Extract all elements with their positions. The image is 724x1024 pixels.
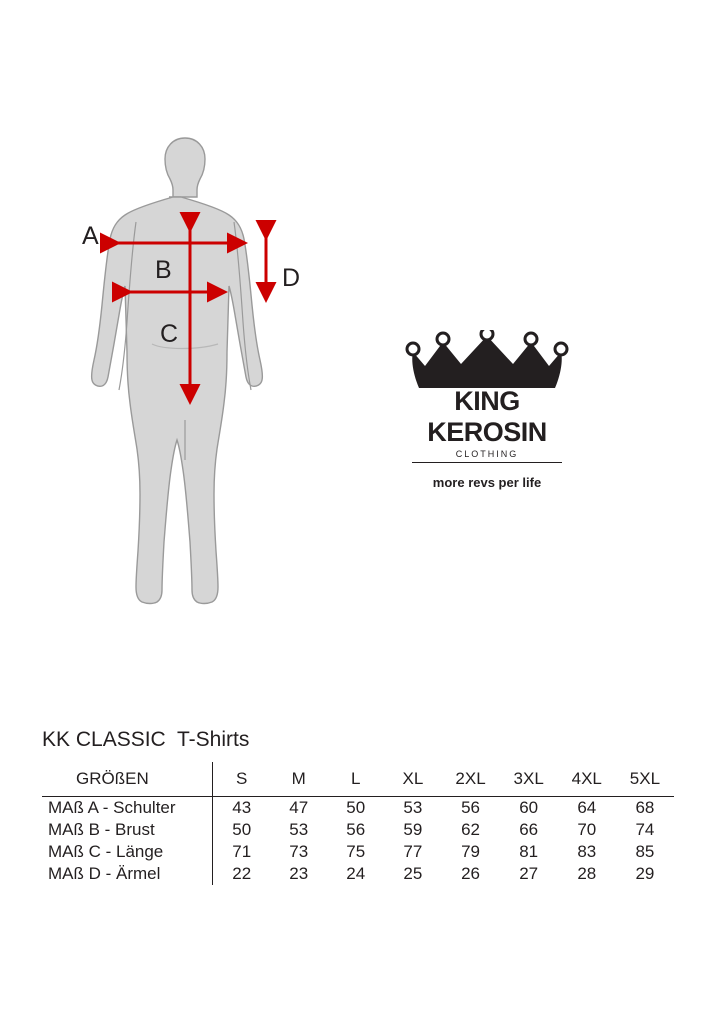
logo-subtext: CLOTHING <box>455 449 519 459</box>
cell-a-4xl: 64 <box>577 798 597 817</box>
table-header-size-m: M <box>291 769 306 788</box>
logo-divider <box>412 462 562 463</box>
table-header-size-5xl: 5XL <box>629 769 661 788</box>
cell-d-2xl: 26 <box>461 864 481 883</box>
cell-c-2xl: 79 <box>461 842 481 861</box>
brand-logo <box>392 330 582 490</box>
row-label-d: MAß D - Ärmel <box>42 863 213 885</box>
table-row <box>42 863 674 885</box>
table-row <box>42 819 674 841</box>
cell-a-3xl: 60 <box>519 798 539 817</box>
cell-d-4xl: 28 <box>577 864 597 883</box>
cell-d-xl: 25 <box>403 864 423 883</box>
cell-b-4xl: 70 <box>577 820 597 839</box>
cell-a-5xl: 68 <box>635 798 655 817</box>
cell-c-l: 75 <box>346 842 366 861</box>
crown-icon <box>399 330 575 392</box>
cell-a-m: 47 <box>289 798 309 817</box>
cell-d-l: 24 <box>346 864 366 883</box>
table-row <box>42 841 674 863</box>
cell-a-s: 43 <box>232 798 252 817</box>
logo-wordmark: KING KEROSIN <box>427 386 547 447</box>
cell-b-2xl: 62 <box>461 820 481 839</box>
cell-c-xl: 77 <box>403 842 423 861</box>
table-header-size-3xl: 3XL <box>513 769 544 788</box>
cell-b-5xl: 74 <box>635 820 655 839</box>
table-header-size-xl: XL <box>402 769 424 788</box>
row-label-c: MAß C - Länge <box>42 841 213 863</box>
table-header-size-2xl: 2XL <box>455 769 486 788</box>
cell-b-l: 56 <box>346 820 366 839</box>
size-table-block <box>42 728 682 885</box>
table-header-row <box>42 762 674 797</box>
measure-label-a: A <box>82 222 99 250</box>
cell-b-xl: 59 <box>403 820 423 839</box>
table-header-size-l: L <box>351 769 361 788</box>
cell-a-2xl: 56 <box>461 798 481 817</box>
cell-d-3xl: 27 <box>519 864 539 883</box>
logo-tagline: more revs per life <box>432 475 542 490</box>
cell-c-m: 73 <box>289 842 309 861</box>
cell-d-m: 23 <box>289 864 309 883</box>
cell-a-xl: 53 <box>403 798 423 817</box>
measurement-arrows <box>60 130 340 690</box>
row-label-b: MAß B - Brust <box>42 819 213 841</box>
cell-b-s: 50 <box>232 820 252 839</box>
row-label-a: MAß A - Schulter <box>42 797 213 820</box>
cell-c-s: 71 <box>232 842 252 861</box>
table-row <box>42 797 674 820</box>
measure-label-b: B <box>155 256 172 284</box>
cell-d-s: 22 <box>232 864 252 883</box>
cell-c-3xl: 81 <box>519 842 539 861</box>
measure-label-d: D <box>282 264 301 292</box>
cell-c-5xl: 85 <box>635 842 655 861</box>
table-title: KK CLASSIC T-Shirts <box>42 728 250 751</box>
size-table <box>42 762 674 885</box>
measure-label-c: C <box>160 320 179 348</box>
cell-b-m: 53 <box>289 820 309 839</box>
table-header-label: GRÖßEN <box>42 762 213 797</box>
cell-b-3xl: 66 <box>519 820 539 839</box>
table-header-size-4xl: 4XL <box>571 769 602 788</box>
cell-a-l: 50 <box>346 798 366 817</box>
table-header-size-s: S <box>236 769 248 788</box>
cell-d-5xl: 29 <box>635 864 655 883</box>
cell-c-4xl: 83 <box>577 842 597 861</box>
